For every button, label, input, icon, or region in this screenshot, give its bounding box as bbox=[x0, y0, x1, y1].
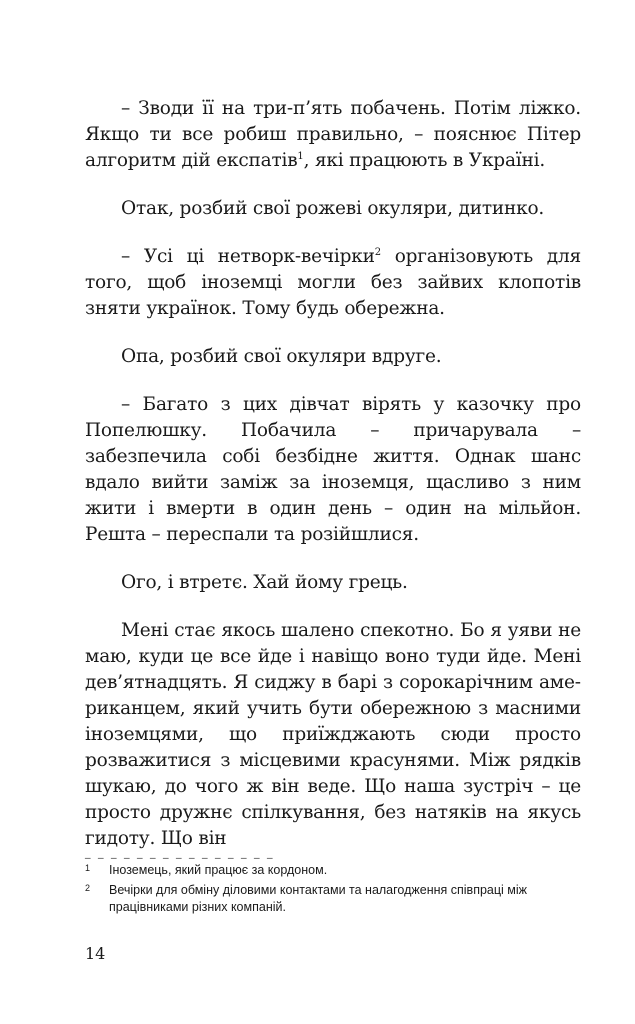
paragraph-6 bbox=[85, 570, 581, 596]
page-number: 14 bbox=[85, 944, 106, 963]
footnotes bbox=[85, 862, 581, 919]
paragraph-text: , які працюють в Україні. bbox=[303, 150, 546, 171]
paragraph-text: – Усі ці нетворк-вечірки bbox=[121, 246, 375, 267]
paragraph-7 bbox=[85, 618, 581, 852]
paragraph-1 bbox=[85, 96, 581, 174]
footnote-2 bbox=[85, 882, 581, 916]
footnote-ref-2: 2 bbox=[374, 246, 381, 258]
paragraph-text: – Зводи її на три-п’ять побачень. Потім ліжко. Якщо ти все робиш правильно, – пояснює Пітер алгоритм дій експатів bbox=[85, 98, 581, 171]
paragraph-text: організовують для того, щоб іноземці могли без зайвих клопотів зняти українок. Тому будь обережна. bbox=[85, 246, 581, 319]
footnote-1 bbox=[85, 862, 581, 879]
paragraph-5 bbox=[85, 392, 581, 548]
footnote-ref-1: 1 bbox=[297, 150, 304, 162]
paragraph-text: Опа, розбий свої окуляри вдруге. bbox=[121, 346, 442, 367]
paragraph-text: Мені стає якось шалено спекотно. Бо я уяви не маю, куди це все йде і навіщо воно туди йде. Мені дев’ятнадцять. Я сиджу в барі з сорокарічним американцем, який учить бути обережною з масними іноземцями, що приїжджають сюди просто розважитися з місцевими красунями. Між рядків шукаю, до чого ж він веде. Що наша зустріч – це просто дружнє спілкування, без натяків на якусь гидоту. Що він bbox=[85, 620, 581, 849]
footnote-text: Вечірки для обміну діловими контактами та налагодження співпраці між працівниками різних компаній. bbox=[109, 883, 528, 914]
paragraph-text: – Багато з цих дівчат вірять у казочку про Попелюшку. Побачила – причарувала – забезпечила собі безбідне життя. Однак шанс вдало вийти заміж за іноземця, щасливо з ним жити і вмерти в один день – один на мільйон. Решта – переспали та розійшлися. bbox=[85, 394, 581, 545]
footnote-number: 1 bbox=[85, 863, 91, 873]
paragraph-3 bbox=[85, 244, 581, 322]
paragraph-4 bbox=[85, 344, 581, 370]
footnote-number: 2 bbox=[85, 883, 91, 893]
paragraph-2 bbox=[85, 196, 581, 222]
footnote-text: Іноземець, який працює за кордоном. bbox=[109, 863, 328, 877]
paragraph-text: Отак, розбий свої рожеві окуляри, дитинко. bbox=[121, 198, 545, 219]
main-text bbox=[85, 96, 581, 852]
paragraph-text: Ого, і втретє. Хай йому грець. bbox=[121, 572, 408, 593]
footnote-separator: _ _ _ _ _ _ _ _ _ _ _ _ _ _ _ bbox=[85, 846, 275, 859]
